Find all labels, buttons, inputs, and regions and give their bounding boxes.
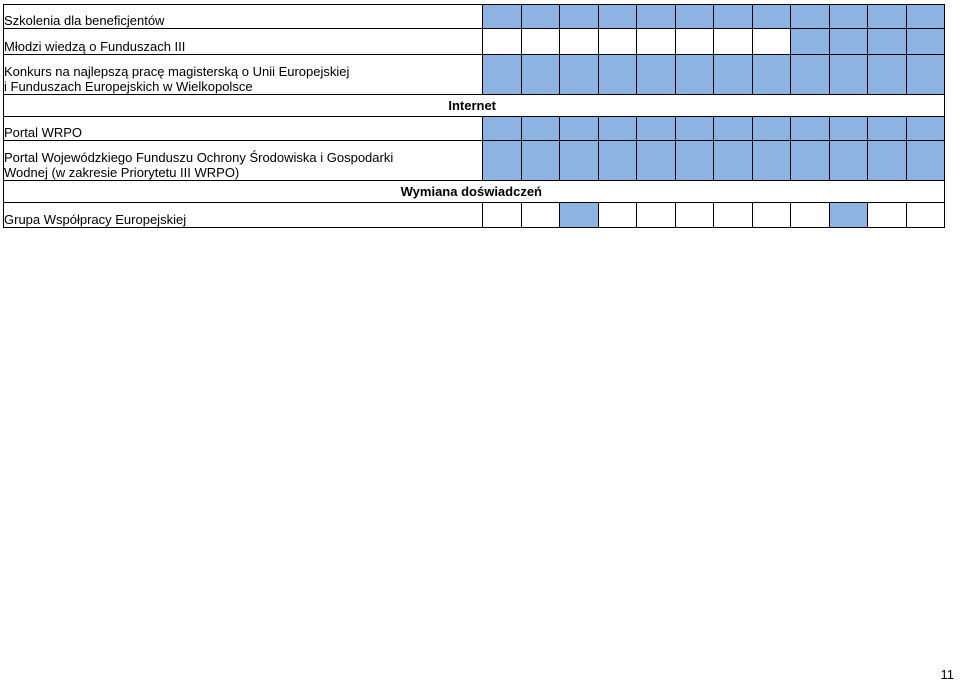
- month-cell: [675, 29, 714, 55]
- month-cell: [521, 55, 560, 95]
- row-label: Młodzi wiedzą o Funduszach III: [4, 29, 483, 55]
- month-cell: [675, 55, 714, 95]
- month-cell: [906, 117, 945, 141]
- month-cell: [598, 55, 637, 95]
- row-label-line: i Funduszach Europejskich w Wielkopolsce: [4, 79, 253, 94]
- month-cell: [868, 117, 907, 141]
- month-cell: [752, 55, 791, 95]
- row-label: [4, 55, 483, 95]
- month-cell: [906, 141, 945, 181]
- month-cell: [598, 141, 637, 181]
- schedule-table: [3, 4, 945, 228]
- table-row: [4, 141, 945, 181]
- month-cell: [675, 203, 714, 228]
- month-cell: [598, 29, 637, 55]
- month-cell: [752, 117, 791, 141]
- row-label-line: Wodnej (w zakresie Priorytetu III WRPO): [4, 165, 240, 180]
- month-cell: [868, 29, 907, 55]
- month-cell: [714, 203, 753, 228]
- month-cell: [791, 29, 830, 55]
- table-row: [4, 29, 945, 55]
- month-cell: [752, 203, 791, 228]
- month-cell: [521, 5, 560, 29]
- month-cell: [637, 141, 676, 181]
- month-cell: [868, 55, 907, 95]
- month-cell: [637, 203, 676, 228]
- month-cell: [714, 5, 753, 29]
- month-cell: [752, 5, 791, 29]
- month-cell: [483, 55, 522, 95]
- month-cell: [560, 117, 599, 141]
- month-cell: [791, 141, 830, 181]
- month-cell: [829, 5, 868, 29]
- row-label: Grupa Współpracy Europejskiej: [4, 203, 483, 228]
- month-cell: [483, 5, 522, 29]
- month-cell: [637, 29, 676, 55]
- month-cell: [906, 203, 945, 228]
- table-row: [4, 5, 945, 29]
- month-cell: [829, 117, 868, 141]
- row-label: Portal WRPO: [4, 117, 483, 141]
- table-row: [4, 117, 945, 141]
- month-cell: [598, 117, 637, 141]
- row-label: [4, 141, 483, 181]
- month-cell: [637, 55, 676, 95]
- section-header-exchange: Wymiana doświadczeń: [4, 181, 945, 203]
- month-cell: [791, 117, 830, 141]
- month-cell: [675, 141, 714, 181]
- month-cell: [868, 141, 907, 181]
- row-label: Szkolenia dla beneficjentów: [4, 5, 483, 29]
- month-cell: [714, 55, 753, 95]
- month-cell: [560, 203, 599, 228]
- section-header-row: [4, 181, 945, 203]
- month-cell: [791, 55, 830, 95]
- month-cell: [829, 29, 868, 55]
- month-cell: [598, 203, 637, 228]
- month-cell: [483, 141, 522, 181]
- row-label-line: Portal Wojewódzkiego Funduszu Ochrony Środowiska i Gospodarki: [4, 150, 394, 165]
- month-cell: [483, 117, 522, 141]
- month-cell: [560, 141, 599, 181]
- month-cell: [829, 141, 868, 181]
- month-cell: [752, 29, 791, 55]
- month-cell: [714, 117, 753, 141]
- month-cell: [598, 5, 637, 29]
- month-cell: [868, 203, 907, 228]
- month-cell: [752, 141, 791, 181]
- table-row: [4, 55, 945, 95]
- month-cell: [560, 55, 599, 95]
- month-cell: [791, 5, 830, 29]
- month-cell: [868, 5, 907, 29]
- month-cell: [483, 203, 522, 228]
- page-number: 11: [940, 667, 954, 682]
- month-cell: [714, 29, 753, 55]
- month-cell: [637, 5, 676, 29]
- row-label-line: Konkurs na najlepszą pracę magisterską o Unii Europejskiej: [4, 64, 350, 79]
- month-cell: [637, 117, 676, 141]
- month-cell: [714, 141, 753, 181]
- month-cell: [906, 5, 945, 29]
- month-cell: [521, 141, 560, 181]
- table-row: [4, 203, 945, 228]
- month-cell: [829, 55, 868, 95]
- month-cell: [521, 29, 560, 55]
- month-cell: [829, 203, 868, 228]
- section-header-internet: Internet: [4, 95, 945, 117]
- month-cell: [521, 117, 560, 141]
- month-cell: [560, 5, 599, 29]
- month-cell: [906, 29, 945, 55]
- section-header-row: [4, 95, 945, 117]
- month-cell: [675, 117, 714, 141]
- month-cell: [560, 29, 599, 55]
- month-cell: [483, 29, 522, 55]
- month-cell: [521, 203, 560, 228]
- month-cell: [675, 5, 714, 29]
- month-cell: [791, 203, 830, 228]
- month-cell: [906, 55, 945, 95]
